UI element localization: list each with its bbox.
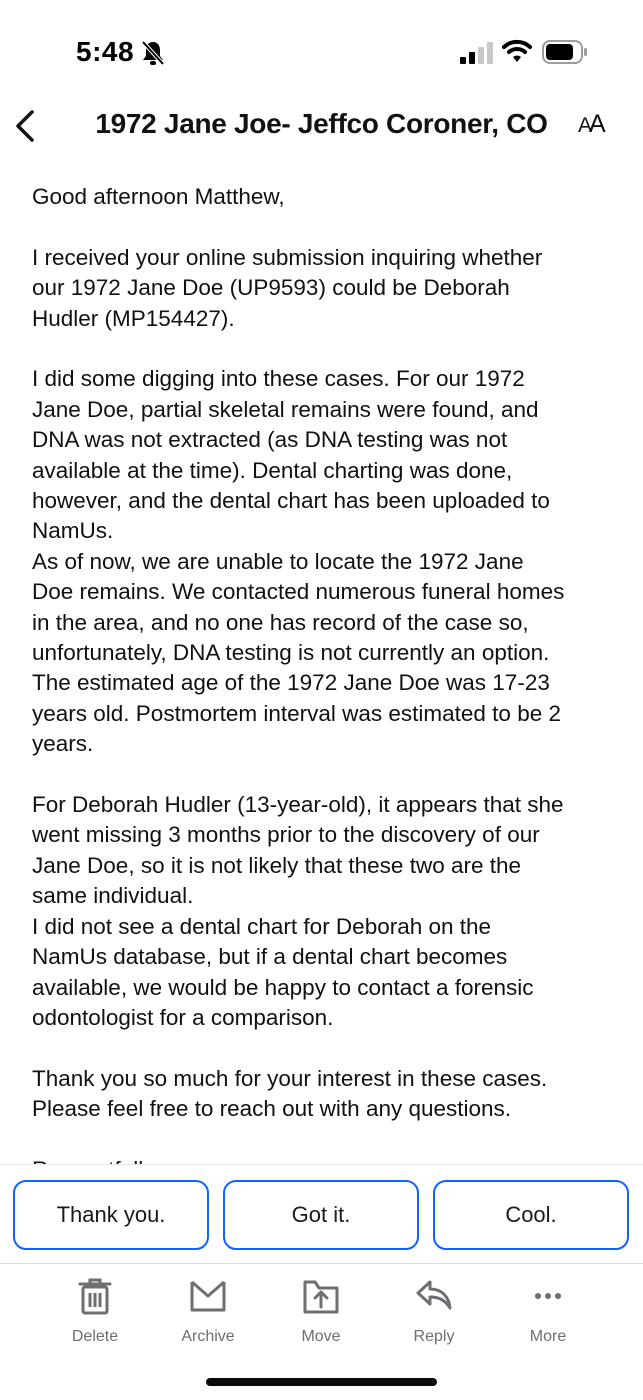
- wifi-icon: [502, 38, 532, 64]
- delete-label: Delete: [71, 1328, 119, 1345]
- bottom-toolbar: [0, 1263, 643, 1363]
- move-folder-icon: [301, 1276, 341, 1316]
- email-greeting: Good afternoon Matthew,: [32, 184, 285, 209]
- quick-reply-thank-you[interactable]: Thank you.: [13, 1180, 209, 1250]
- trash-icon: [75, 1276, 115, 1316]
- email-paragraph: For Deborah Hudler (13-year-old), it appears that she went missing 3 months prior to the discovery of our Jane Doe, so it is not likely that these two are the same individual. I did not see a dental chart for Deborah on the NamUs database, but if a dental chart becomes available, we would be happy to contact a forensic odontologist for a comparison.: [32, 792, 564, 1030]
- battery-icon: [542, 40, 588, 64]
- email-paragraph: I did some digging into these cases. For our 1972 Jane Doe, partial skeletal remains were found, and DNA was not extracted (as DNA testing was not available at the time). Dental charting was done, however, and the dental chart has been uploaded to NamUs. As of now, we are unable to locate the 1972 Jane Doe remains. We contacted numerous funeral homes in the area, and no one has record of the case so, unfortunately, DNA testing is not currently an option. The estimated age of the 1972 Jane Doe was 17-23 years old. Postmortem interval was estimated to be 2 years.: [32, 366, 565, 757]
- email-paragraph: Thank you so much for your interest in these cases. Please feel free to reach out with any questions.: [32, 1065, 548, 1122]
- cellular-signal-icon: [460, 42, 494, 64]
- status-bar: [0, 0, 643, 100]
- email-paragraph: I received your online submission inquiring whether our 1972 Jane Doe (UP9593) could be Deborah Hudler (MP154427).: [32, 244, 543, 331]
- more-label: More: [529, 1328, 567, 1345]
- text-size-button[interactable]: AA: [578, 110, 603, 138]
- archive-icon: [188, 1276, 228, 1316]
- reply-label: Reply: [413, 1328, 455, 1345]
- mail-header: [0, 100, 643, 160]
- more-dots-icon: [528, 1276, 568, 1316]
- home-indicator: [206, 1378, 437, 1386]
- move-button[interactable]: [271, 1276, 371, 1346]
- delete-button[interactable]: [45, 1276, 145, 1346]
- quick-reply-bar: [0, 1164, 643, 1264]
- archive-button[interactable]: [158, 1276, 258, 1346]
- reply-arrow-icon: [414, 1276, 454, 1316]
- bell-slash-icon: [140, 39, 166, 67]
- archive-label: Archive: [181, 1328, 235, 1345]
- email-subject: 1972 Jane Joe- Jeffco Coroner, CO: [95, 108, 548, 139]
- reply-button[interactable]: [384, 1276, 484, 1346]
- quick-reply-got-it[interactable]: Got it.: [223, 1180, 419, 1250]
- move-label: Move: [301, 1328, 341, 1345]
- status-time: 5:48: [76, 36, 135, 67]
- email-body: [32, 182, 622, 1166]
- quick-reply-cool[interactable]: Cool.: [433, 1180, 629, 1250]
- more-button[interactable]: [498, 1276, 598, 1346]
